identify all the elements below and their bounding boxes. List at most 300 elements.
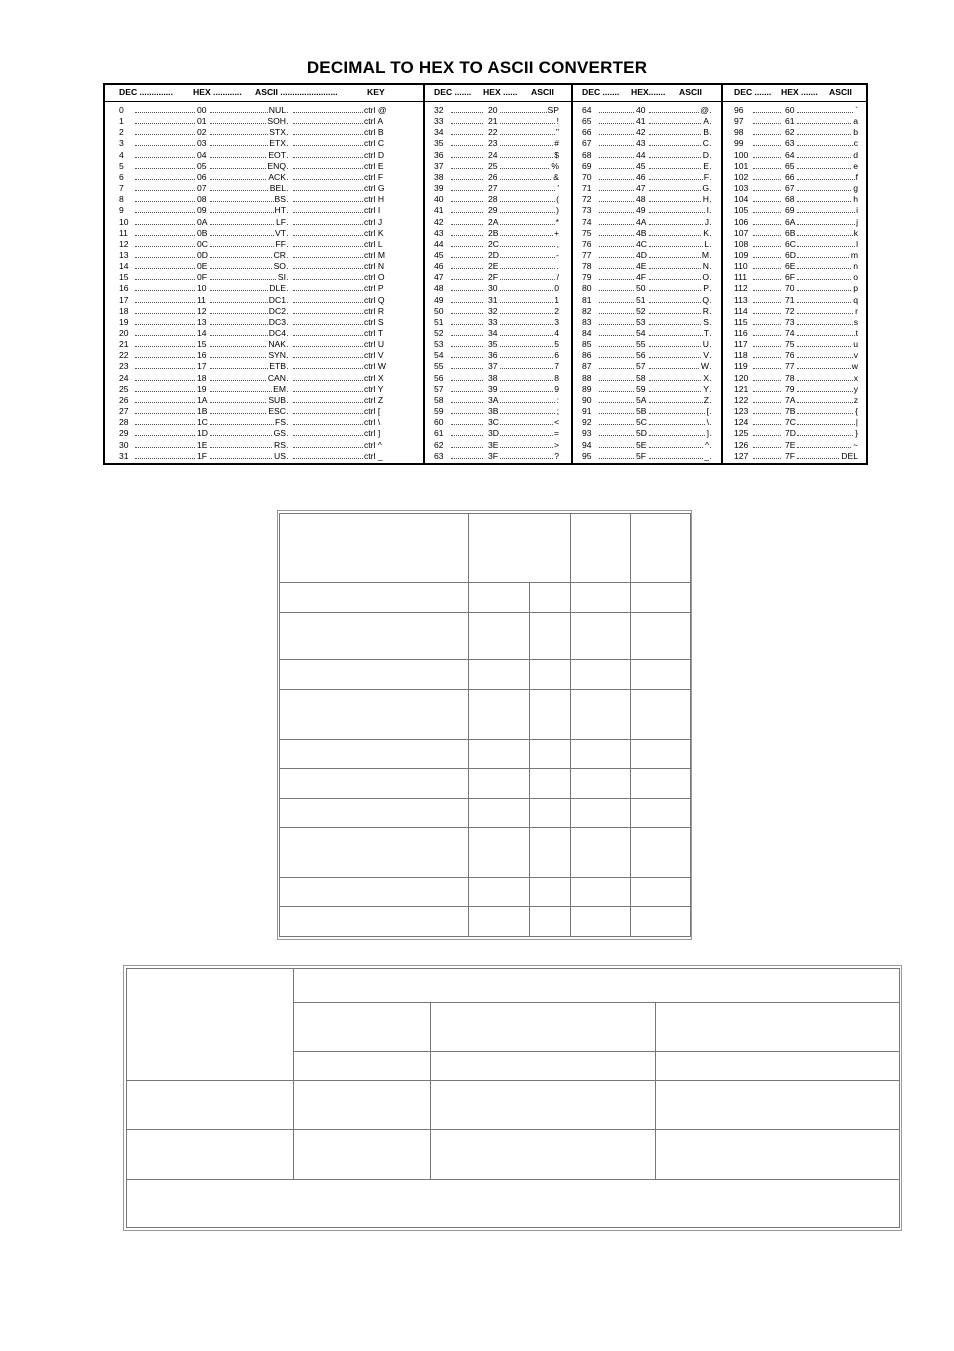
table-row	[105, 440, 423, 451]
cell-hex: 06	[197, 171, 207, 182]
table-row	[723, 295, 866, 306]
cell-ascii: $	[554, 149, 559, 160]
dot-leader	[451, 413, 483, 414]
cell-ascii: 9	[554, 383, 559, 394]
dot-leader	[135, 302, 195, 303]
dot-leader	[451, 212, 483, 213]
cell-ascii: v	[853, 350, 858, 361]
cell-hex: 4A	[636, 216, 647, 227]
dot-leader	[293, 179, 363, 180]
dot-leader	[753, 368, 781, 369]
cell-key: ctrl X	[364, 372, 384, 383]
table-row	[723, 328, 866, 339]
header-ascii: ASCII ........................	[255, 87, 338, 97]
cell-dec: 15	[119, 272, 129, 283]
cell-hex: 20	[488, 105, 498, 115]
cell-hex: 4B	[636, 227, 647, 238]
table-cell	[630, 514, 690, 583]
dot-leader	[599, 413, 634, 414]
dot-leader	[649, 413, 711, 414]
dot-leader	[797, 313, 857, 314]
table-cell	[469, 907, 530, 937]
cell-dec: 104	[734, 194, 749, 205]
cell-dec: 95	[582, 450, 592, 461]
dot-leader	[293, 123, 363, 124]
dot-leader	[797, 112, 857, 113]
cell-key: ctrl E	[364, 160, 384, 171]
dot-leader	[753, 424, 781, 425]
cell-dec: 120	[734, 372, 749, 383]
dot-leader	[649, 447, 711, 448]
cell-dec: 109	[734, 249, 749, 260]
dot-leader	[451, 313, 483, 314]
dot-leader	[451, 447, 483, 448]
table-row	[723, 317, 866, 328]
header-hex: HEX ......	[483, 87, 518, 97]
cell-hex: 33	[488, 316, 498, 327]
table-cell	[431, 1051, 656, 1080]
dot-leader	[451, 112, 483, 113]
cell-key: ctrl W	[364, 361, 386, 372]
dot-leader	[753, 123, 781, 124]
dot-leader	[135, 380, 195, 381]
dot-leader	[599, 391, 634, 392]
dot-leader	[451, 424, 483, 425]
dot-leader	[753, 134, 781, 135]
dot-leader	[797, 380, 857, 381]
dot-leader	[599, 279, 634, 280]
cell-ascii: S	[703, 316, 709, 327]
table-row	[573, 339, 721, 350]
cell-hex: 3A	[488, 394, 499, 405]
table-row	[105, 261, 423, 272]
dot-leader	[599, 335, 634, 336]
table-row	[105, 217, 423, 228]
cell-hex: 6A	[785, 216, 796, 227]
cell-hex: 5B	[636, 406, 647, 417]
cell-dec: 115	[734, 316, 748, 327]
dot-leader	[753, 357, 781, 358]
table-cell	[280, 907, 469, 937]
cell-hex: 42	[636, 127, 646, 138]
table-row	[723, 194, 866, 205]
table-row	[573, 328, 721, 339]
cell-dec: 33	[434, 116, 444, 127]
table-row	[573, 250, 721, 261]
dot-leader	[135, 313, 195, 314]
table-row	[425, 105, 571, 116]
cell-hex: 28	[488, 194, 498, 205]
dot-leader	[497, 201, 559, 202]
cell-hex: 70	[785, 283, 795, 294]
cell-key: ctrl Z	[364, 394, 384, 405]
table-row	[723, 217, 866, 228]
dot-leader	[293, 279, 363, 280]
dot-leader	[293, 134, 363, 135]
cell-key: ctrl S	[364, 316, 384, 327]
cell-key: ctrl C	[364, 138, 385, 149]
cell-ascii: /	[556, 272, 559, 283]
cell-ascii: |	[855, 417, 858, 428]
cell-dec: 122	[734, 394, 749, 405]
cell-dec: 99	[734, 138, 744, 149]
table-row	[105, 306, 423, 317]
table-row	[723, 161, 866, 172]
cell-dec: 34	[434, 127, 444, 138]
cell-dec: 57	[434, 383, 444, 394]
table-row	[723, 239, 866, 250]
dot-leader	[649, 402, 711, 403]
dot-leader	[135, 168, 195, 169]
table-row	[425, 306, 571, 317]
dot-leader	[753, 380, 781, 381]
cell-ascii: "	[555, 127, 559, 138]
dot-leader	[797, 435, 857, 436]
table-cell	[656, 1130, 900, 1179]
cell-hex: 1B	[197, 406, 208, 417]
cell-hex: 57	[636, 361, 646, 372]
table-row	[425, 138, 571, 149]
dot-leader	[649, 335, 711, 336]
table-row	[425, 283, 571, 294]
cell-dec: 61	[434, 428, 444, 439]
cell-hex: 04	[197, 149, 207, 160]
cell-dec: 77	[582, 249, 592, 260]
column-header	[723, 85, 866, 102]
table-cell	[656, 1080, 900, 1129]
cell-ascii: I	[706, 205, 709, 216]
table-row	[723, 205, 866, 216]
dot-leader	[135, 190, 195, 191]
dot-leader	[797, 290, 857, 291]
dot-leader	[599, 302, 634, 303]
dot-leader	[649, 179, 711, 180]
table-row	[105, 428, 423, 439]
table-row	[723, 361, 866, 372]
dot-leader	[599, 190, 634, 191]
cell-hex: 4E	[636, 261, 647, 272]
cell-ascii: SI	[277, 272, 286, 283]
dot-leader	[451, 179, 483, 180]
cell-dec: 2	[119, 127, 124, 138]
dot-leader	[599, 357, 634, 358]
cell-ascii: DC3	[268, 316, 286, 327]
cell-ascii: B	[703, 127, 709, 138]
dot-leader	[451, 290, 483, 291]
cell-dec: 117	[734, 339, 748, 350]
cell-hex: 2B	[488, 227, 499, 238]
cell-ascii: CR	[273, 249, 286, 260]
cell-dec: 22	[119, 350, 129, 361]
dot-leader	[753, 290, 781, 291]
dot-leader	[753, 458, 781, 459]
cell-hex: 26	[488, 171, 498, 182]
dot-leader	[497, 346, 559, 347]
cell-dec: 113	[734, 294, 748, 305]
cell-dec: 59	[434, 406, 444, 417]
cell-dec: 68	[582, 149, 592, 160]
cell-ascii: L	[704, 238, 709, 249]
cell-hex: 41	[636, 116, 646, 127]
cell-hex: 6F	[785, 272, 796, 283]
table-cell	[469, 798, 530, 827]
cell-dec: 85	[582, 339, 592, 350]
table-cell	[630, 612, 690, 660]
cell-dec: 92	[582, 417, 592, 428]
table-cell	[530, 877, 571, 906]
dot-leader	[599, 123, 634, 124]
table-row	[105, 451, 423, 462]
cell-dec: 124	[734, 417, 749, 428]
cell-key: ctrl Y	[364, 383, 384, 394]
cell-hex: 64	[785, 149, 795, 160]
cell-ascii: c	[853, 138, 858, 149]
cell-hex: 1A	[197, 394, 208, 405]
dot-leader	[599, 313, 634, 314]
table-row	[105, 417, 423, 428]
cell-dec: 60	[434, 417, 444, 428]
table-row	[723, 272, 866, 283]
table-cell	[530, 660, 571, 689]
cell-ascii: H	[702, 194, 709, 205]
cell-ascii: Y	[703, 383, 709, 394]
dot-leader	[797, 235, 857, 236]
dot-leader	[293, 324, 363, 325]
cell-dec: 28	[119, 417, 129, 428]
table-row	[105, 161, 423, 172]
table-row	[723, 406, 866, 417]
dot-leader	[797, 346, 857, 347]
table-row	[573, 127, 721, 138]
cell-hex: 29	[488, 205, 498, 216]
header-dec: DEC .......	[582, 87, 620, 97]
cell-hex: 10	[197, 283, 207, 294]
table-row	[425, 350, 571, 361]
table-row	[723, 395, 866, 406]
dot-leader	[753, 145, 781, 146]
cell-ascii: STX	[269, 127, 286, 138]
dot-leader	[599, 246, 634, 247]
dot-leader	[293, 435, 363, 436]
cell-hex: 54	[636, 328, 646, 338]
dot-leader	[293, 257, 363, 258]
cell-dec: 62	[434, 439, 444, 450]
dot-leader	[135, 235, 195, 236]
cell-hex: 16	[197, 350, 207, 361]
table-row	[425, 261, 571, 272]
table-cell	[294, 1130, 431, 1179]
dot-leader	[753, 391, 781, 392]
cell-hex: 0C	[197, 238, 208, 249]
dot-leader	[135, 458, 195, 459]
cell-dec: 125	[734, 428, 749, 439]
table-cell	[280, 660, 469, 689]
cell-ascii: X	[703, 372, 709, 383]
cell-dec: 27	[119, 406, 129, 417]
table-row	[105, 373, 423, 384]
dot-leader	[135, 179, 195, 180]
table-cell	[570, 877, 630, 906]
cell-ascii: DC4	[268, 328, 286, 338]
dot-leader	[497, 257, 559, 258]
dot-leader	[497, 435, 559, 436]
cell-ascii: BEL	[269, 183, 286, 194]
dot-leader	[135, 123, 195, 124]
table-cell	[530, 907, 571, 937]
table-cell	[570, 798, 630, 827]
cell-hex: 18	[197, 372, 207, 383]
cell-ascii: FF	[275, 238, 286, 249]
table-row	[573, 451, 721, 462]
cell-ascii: J	[704, 216, 709, 227]
dot-leader	[797, 257, 857, 258]
cell-dec: 79	[582, 272, 592, 283]
cell-hex: 32	[488, 305, 498, 316]
dot-leader	[797, 212, 857, 213]
dot-leader	[135, 435, 195, 436]
cell-hex: 23	[488, 138, 498, 149]
table-row	[573, 116, 721, 127]
dot-leader	[797, 391, 857, 392]
table-cell	[570, 907, 630, 937]
cell-ascii: VT	[275, 227, 286, 238]
cell-ascii: 6	[554, 350, 559, 361]
table-cell	[530, 798, 571, 827]
dot-leader	[599, 212, 634, 213]
table-row	[105, 295, 423, 306]
cell-ascii: EM	[273, 383, 286, 394]
cell-hex: 0B	[197, 227, 208, 238]
table-row	[573, 172, 721, 183]
dot-leader	[451, 201, 483, 202]
cell-hex: 01	[197, 116, 207, 127]
dot-leader	[797, 357, 857, 358]
dot-leader	[451, 458, 483, 459]
table-cell	[469, 583, 530, 612]
dot-leader	[451, 402, 483, 403]
table-cell	[630, 660, 690, 689]
dot-leader	[797, 224, 857, 225]
cell-dec: 12	[119, 238, 129, 249]
dot-leader	[753, 257, 781, 258]
dot-leader	[135, 268, 195, 269]
cell-hex: 22	[488, 127, 498, 138]
dot-leader	[599, 290, 634, 291]
dot-leader	[135, 402, 195, 403]
cell-hex: 73	[785, 316, 795, 327]
cell-hex: 46	[636, 171, 646, 182]
cell-ascii: `	[855, 105, 858, 115]
table-row	[425, 250, 571, 261]
cell-key: ctrl U	[364, 339, 385, 350]
cell-ascii: 0	[554, 283, 559, 294]
cell-key: ctrl ]	[364, 428, 381, 439]
dot-leader	[293, 145, 363, 146]
cell-hex: 17	[197, 361, 207, 372]
cell-dec: 84	[582, 328, 592, 338]
table-row	[425, 339, 571, 350]
table-row	[105, 406, 423, 417]
dot-leader	[451, 157, 483, 158]
dot-leader	[135, 324, 195, 325]
dot-leader	[753, 313, 781, 314]
dot-leader	[135, 134, 195, 135]
table-row	[723, 183, 866, 194]
dot-leader	[135, 368, 195, 369]
dot-leader	[451, 246, 483, 247]
dot-leader	[599, 380, 634, 381]
cell-hex: 49	[636, 205, 646, 216]
table-row	[105, 239, 423, 250]
table-row	[573, 317, 721, 328]
dot-leader	[135, 424, 195, 425]
cell-hex: 6B	[785, 227, 796, 238]
cell-hex: 45	[636, 160, 646, 171]
cell-dec: 105	[734, 205, 749, 216]
dot-leader	[451, 391, 483, 392]
table-row	[573, 105, 721, 116]
table-row	[723, 350, 866, 361]
cell-hex: 24	[488, 149, 498, 160]
dot-leader	[497, 157, 559, 158]
cell-ascii: @	[700, 105, 709, 115]
dot-leader	[135, 145, 195, 146]
cell-dec: 76	[582, 238, 592, 249]
cell-dec: 67	[582, 138, 592, 149]
table-cell	[530, 769, 571, 798]
cell-key: ctrl Q	[364, 294, 385, 305]
dot-leader	[293, 235, 363, 236]
cell-ascii: Z	[703, 394, 709, 405]
header-hex: HEX .......	[781, 87, 818, 97]
dot-leader	[797, 324, 857, 325]
cell-hex: 1D	[197, 428, 208, 439]
cell-hex: 0D	[197, 249, 208, 260]
dot-leader	[753, 157, 781, 158]
cell-hex: 3C	[488, 417, 499, 428]
table-row	[425, 228, 571, 239]
cell-ascii: DC1	[268, 294, 286, 305]
cell-dec: 114	[734, 305, 748, 316]
cell-dec: 107	[734, 227, 749, 238]
dot-leader	[497, 302, 559, 303]
dot-leader	[797, 447, 857, 448]
cell-hex: 1F	[197, 450, 208, 461]
table-row	[425, 239, 571, 250]
table-row	[105, 150, 423, 161]
dot-leader	[451, 123, 483, 124]
dot-leader	[293, 246, 363, 247]
table-cell	[469, 514, 571, 583]
dot-leader	[797, 201, 857, 202]
cell-dec: 50	[434, 305, 444, 316]
table-row	[573, 361, 721, 372]
dot-leader	[497, 123, 559, 124]
cell-ascii: !	[556, 116, 559, 127]
cell-dec: 93	[582, 428, 592, 439]
cell-dec: 66	[582, 127, 592, 138]
table-cell	[630, 798, 690, 827]
table-row	[425, 183, 571, 194]
dot-leader	[753, 212, 781, 213]
cell-ascii: =	[553, 428, 559, 439]
table-cell	[280, 689, 469, 739]
table-row	[105, 183, 423, 194]
dot-leader	[797, 246, 857, 247]
dot-leader	[599, 268, 634, 269]
table-cell	[280, 769, 469, 798]
cell-hex: 76	[785, 350, 795, 361]
